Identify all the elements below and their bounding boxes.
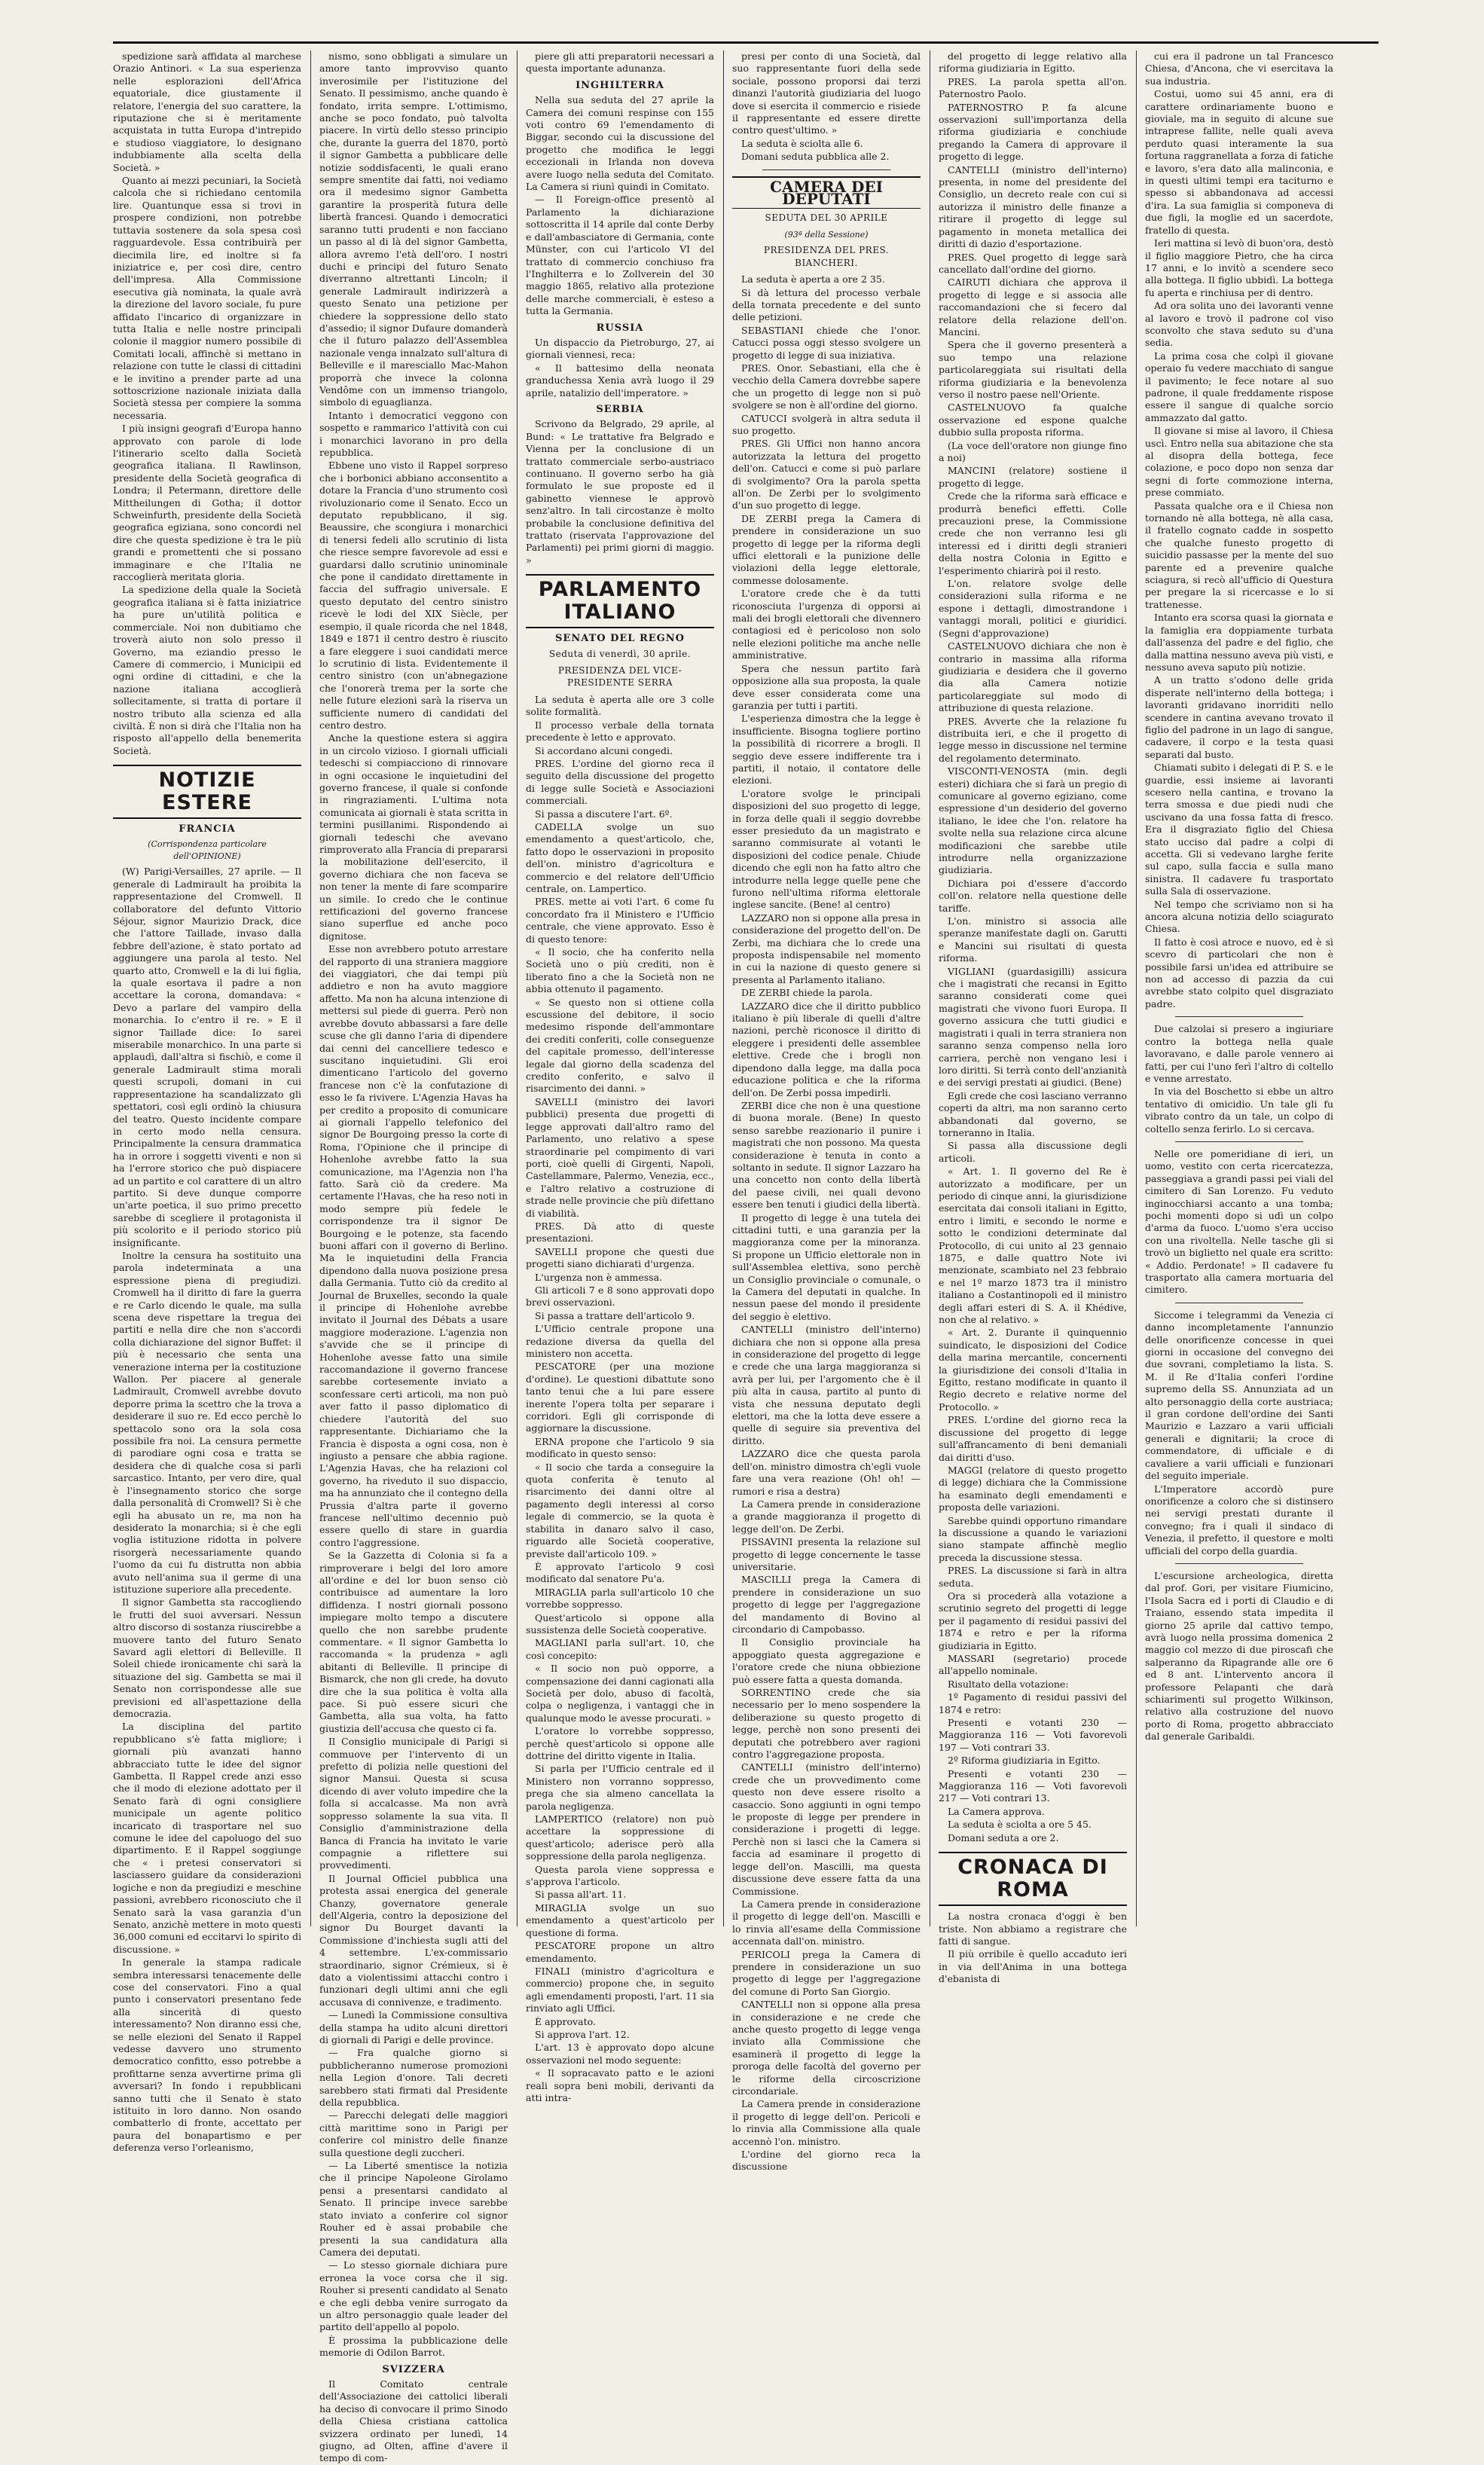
paragraph: In via del Boschetto si ebbe un altro tentativo di omicidio. Un tale gli fu vibrato contro da un tale, un colpo di coltello senza ferirlo. Lo si cercava.	[1145, 1086, 1333, 1135]
paragraph: del progetto di legge relativo alla riforma giudiziaria in Egitto.	[939, 50, 1127, 75]
paragraph: ZERBI dice che non è una questione di buona morale. (Bene) In questo senso sarebbe reazionario il punire i magistrati che non possono. Ma questa considerazione è tenuta in conto a soltanto in sedute. Il signor Lazzaro ha una concetto non conto della libertà del paese civili, nei quali devono essere ben tenuti i giudici della libertà.	[732, 1099, 921, 1211]
paragraph: PRES. Gli Uffici non hanno ancora autorizzata la lettura del progetto dell'on. Catucci e come si può parlare di svolgimento? Ora la parola spetta all'on. De Zerbi per lo svolgimento d'un suo progetto di legge.	[732, 438, 921, 512]
paragraph: LAZZARO non si oppone alla presa in considerazione del progetto dell'on. De Zerbi, ma dichiara che lo crede una proposta indispensabile nel momento in cui la nazione di questo genere si presenta al Parlamento italiano.	[732, 912, 921, 985]
senato-presidenza: PRESIDENZA DEL VICE-PRESIDENTE SERRA	[557, 665, 682, 689]
paragraph: PRES. L'ordine del giorno reca la discussione del progetto di legge sull'affrancamento di beni demaniali dai diritti d'uso.	[939, 1414, 1127, 1463]
paragraph: Dichiara poi d'essere d'accordo coll'on. relatore nella questione delle tariffe.	[939, 877, 1127, 914]
paragraph: LAMPERTICO (relatore) non può accettare la soppressione di quest'articolo; aderisce però alla soppressione della parola negligenza.	[526, 1813, 714, 1862]
column-6	[1145, 50, 1333, 1926]
paragraph: Il giovane si mise al lavoro, il Chiesa uscì. Entro nella sua abitazione che sta al disopra della bottega, fece colazione, e poco dopo non senza dar segni di forte commozione interna, prese commiato.	[1145, 425, 1333, 499]
camera-presidenza: PRESIDENZA DEL PRES. BIANCHERI.	[763, 245, 890, 268]
paragraph: « Il socio non può opporre, a compensazione dei danni cagionati alla Società per dolo, abuso di facoltà, colpa o negligenza, i vantaggi che in qualunque modo le avesse procurati. »	[526, 1663, 714, 1724]
paragraph: CANTELLI (ministro dell'interno) dichiara che non si oppone alla presa in considerazione del progetto di legge e crede che una larga maggioranza si avrà per lui, per l'argomento che è il più alta in causa, partito al punto di vista che nessuna deputato degli elettori, ma che la lotta deve essere a quelle di seguire sia preventiva del diritto.	[732, 1324, 921, 1446]
paragraph: MASSARI (segretario) procede all'appello nominale.	[939, 1653, 1127, 1677]
paragraph: Si passa all'art. 11.	[535, 1889, 627, 1901]
paragraph: Presenti e votanti 230 — Maggioranza 116 — Voti favorevoli 197 — Voti contrari 33.	[939, 1717, 1127, 1753]
paragraph: DE ZERBI chiede la parola.	[741, 987, 873, 999]
paragraph: Sarebbe quindi opportuno rimandare la discussione a quando le variazioni siano stampate affinchè meglio preceda la discussione stessa.	[939, 1514, 1127, 1563]
paragraph: MANCINI (relatore) sostiene il progetto di legge.	[939, 465, 1127, 489]
paragraph: PRES. Onor. Sebastiani, ella che è vecchio della Camera dovrebbe sapere che un progetto di legge non si può svolgere se non è all'ordine del giorno.	[732, 362, 921, 411]
paragraph: Nella sua seduta del 27 aprile la Camera dei comuni respinse con 155 voti contro 69 l'emendamento di Biggar, secondo cui la discussione del progetto che modifica le leggi eccezionali in Irlanda non doveva avere luogo nella seduta del Comitato. La Camera si riunì quindi in Comitato.	[526, 94, 714, 193]
paragraph: cui era il padrone un tal Francesco Chiesa, d'Ancona, che vi esercitava la sua industria.	[1145, 50, 1333, 87]
paragraph: Il più orribile è quello accaduto ieri in via dell'Anima in una bottega d'ebanista di	[939, 1948, 1127, 1985]
column-divider	[723, 50, 724, 1926]
paragraph: Il Comitato centrale dell'Associazione dei cattolici liberali ha deciso di convocare il primo Sinodo della Chiesa cristiana cattolica svizzera ordinato per lunedì, 14 giugno, ad Olten, affine d'avere il tempo di com-	[319, 2378, 508, 2464]
paragraph: Il signor Gambetta sta raccogliendo le frutti del suoi avversari. Nessun altro discorso di sostanza riuscirebbe a muovere tanto del futuro Senato Savard agli elettori di Belleville. Il Soleil chiede ironicamente chi sarà la situazione del sig. Gambetta se mai il Senato non corrispondesse alle sue previsioni ed all'aspettazione della democrazia.	[113, 1596, 301, 1719]
paragraph: MASCILLI prega la Camera di prendere in considerazione un suo progetto di legge per l'aggregazione del mandamento di Bovino al circondario di Campobasso.	[732, 1574, 921, 1635]
paragraph: PESCATORE (per una mozione d'ordine). Le questioni dibattute sono tanto tenui che a lui pare essere inerente l'opera tolta per separare i corridori. Egli gli corrisponde di aggiornare la discussione.	[526, 1361, 714, 1434]
parlamento-heading: PARLAMENTO ITALIANO	[526, 574, 714, 628]
paragraph: La nostra cronaca d'oggi è ben triste. Non abbiamo a registrare che fatti di sangue.	[939, 1911, 1127, 1947]
paragraph: L'on. relatore svolge delle considerazioni sulla riforma e ne espone i dettagli, dimostrandone i vantaggi morali, politici e giuridici. (Segni d'approvazione)	[939, 578, 1127, 639]
paragraph: VISCONTI-VENOSTA (min. degli esteri) dichiara che si farà un pregio di comunicare al governo egiziano, come espressione d'un desiderio del governo italiano, le idee che l'on. relatore ha svolte nella sua relazione circa alcune modificazioni che sarebbe utile introdurre nella organizzazione giudiziaria.	[939, 765, 1127, 876]
newspaper-page	[113, 41, 1379, 2464]
paragraph: Ora si procederà alla votazione a scrutinio segreto del progetti di legge per il pagamento di residui passivi del 1874 e retro e per la riforma giudiziaria in Egitto.	[939, 1590, 1127, 1651]
paragraph: La disciplina del partito repubblicano s'è fatta migliore; i giornali più avanzati hanno abbracciato tutte le idee del signor Gambetta. Il Rappel crede anzi esso che il modo di elezione adottato per il Senato farà di ogni consigliere municipale un agente politico incaricato di trasportare nel suo comune le idee del capoluogo del suo dipartimento. E il Rappel soggiunge che « i pretesi conservatori si lasciassero guidare da considerazioni logiche e non da pregiudizi e meschine passioni, avrebbero riconosciuto che il Senato sarà la vasa garanzia d'un Senato, anzichè mettere in moto questi 36,000 comuni ed eccitarvi lo spirito di discussione. »	[113, 1721, 301, 1955]
paragraph: Nel tempo che scriviamo non si ha ancora alcuna notizia dello sciagurato Chiesa.	[1145, 898, 1333, 935]
column-divider	[1136, 50, 1137, 1926]
paragraph: Il Consiglio municipale di Parigi si commuove per l'intervento di un prefetto di polizia nelle questioni del signor Mansui. Questa si scusa dicendo di aver voluto impedire che la folla si accalcasse. Ma non avrà soppresso solamente la sua vita. Il Consiglio d'amministrazione della Banca di Francia ha invitato le varie compagnie a riflettere sui provvedimenti.	[319, 1736, 508, 1871]
paragraph: 1º Pagamento di residui passivi del 1874 e retro:	[939, 1691, 1127, 1715]
paragraph: Il processo verbale della tornata precedente è letto e approvato.	[526, 719, 714, 744]
paragraph: presi per conto di una Società, dal suo rappresentante fuori della sede sociale, possono proporsi dai terzi dinanzi l'autorità giudiziaria del luogo dove si esercita il commercio e risiede il rappresentante ed essere dirette contro quest'ultimo. »	[732, 50, 921, 136]
paragraph: La Camera prende in considerazione il progetto di legge dell'on. Mascilli e lo rinvia all'esame della Commissione accennata dall'on. ministro.	[732, 1898, 921, 1947]
paragraph: La seduta è sciolta a ore 5 45.	[948, 1819, 1092, 1831]
senato-heading: SENATO DEL REGNO	[555, 633, 685, 645]
paragraph: CAIRUTI dichiara che approva il progetto di legge e si associa alle raccomandazioni che si fecero dal relatore della relazione dell'on. Mancini.	[939, 276, 1127, 338]
paragraph: Ebbene uno visto il Rappel sorpreso che i borbonici abbiano acconsentito a dotare la Francia d'uno strumento così rivoluzionario come il Senato. Ecco un deputato repubblicano, il sig. Beaussire, che scongiura i monarchici di tenersi fedeli allo scrutinio di lista che riesce sempre favorevole ad essi e guardarsi dallo scrutinio uninominale che pone il candidato direttamente in faccia del suffragio universale. E questo deputato del centro sinistro ricevè le lodi del XIX Siècle, per esempio, il quale ricorda che nel 1848, 1849 e 1871 il centro destro è riuscito a fare eleggere i suoi candidati merce lo scrutinio di lista. Evidentemente il centro sinistro (con un'abnegazione che l'onorerà trema per la sorte che nelle future elezioni sarà la riserva un sufficiente numero di candidati del centro destro.	[319, 460, 508, 731]
paragraph: spedizione sarà affidata al marchese Orazio Antinori. « La sua esperienza nelle esplorazioni dell'Africa equatoriale, dice giustamente il relatore, l'energia del suo carattere, la riputazione che si è meritamente acquistata in tutta Europa d'intrepido e studioso viaggiatore, lo designano indubbiamente alla scelta della Società. »	[113, 50, 301, 173]
paragraph: CASTELNUOVO fa qualche osservazione ed espone qualche dubbio sulla proposta riforma.	[939, 402, 1127, 438]
paragraph: Costui, uomo sui 45 anni, era di carattere ordinariamente buono e gioviale, ma in seguito di alcune sue intraprese fallite, nelle quali aveva perduto quasi interamente la sua fortuna raggranellata a forza di fatiche e lavoro, s'era dato alla malinconia, e in questi ultimi tempi era taciturno e spesso si abbandonava ad accessi d'ira. La sua famiglia si componeva di due figli, la moglie ed un sacerdote, fratello di questa.	[1145, 88, 1333, 236]
paragraph: L'esperienza dimostra che la legge è insufficiente. Bisogna togliere portino la possibilità di ricorrere a brogli. Il seggio deve essere indifferente tra i partiti, il notaio, il contatore delle elezioni.	[732, 713, 921, 787]
paragraph: Anche la questione estera si aggira in un circolo vizioso. I giornali ufficiali tedeschi si compiacciono di rinnovare in ogni occasione le inquietudini del governo francese, il quale si confonde in ringraziamenti. L'ultima nota comunicata ai giornali è stata scritta in termini pusillanimi. Rispondendo ai giornali tedeschi che avevano rimproverato alla Francia di prepararsi la mobilitazione dell'esercito, il governo dichiara che non faceva se non tener la mente di fare scomparire un simile. Io credo che le continue rettificazioni del governo francese siano superflue ed anche poco dignitose.	[319, 732, 508, 942]
paragraph: « Il socio, che ha conferito nella Società uno o più crediti, non è liberato fino a che la Società non ne abbia ottenuto il pagamento.	[526, 946, 714, 995]
paragraph: In generale la stampa radicale sembra interessarsi tenacemente delle cose del conservatori. Fino a qual punto i conservatori presentano fede alla sincerità di questo interessamento? Non diranno essi che, se nelle elezioni del Senato il Rappel vedesse davvero uno strumento democratico confitto, esso potrebbe a profittarne senza avvertirne prima gli avversari? In fondo i repubblicani sanno tutti che il Senato è stato istituito in loro danno. Non osando combatterlo di fronte, accettato per paura del bonapartismo e per deferenza verso l'orleanismo,	[113, 1956, 301, 2154]
svizzera-heading: SVIZZERA	[382, 2363, 445, 2375]
paragraph: L'urgenza non è ammessa.	[535, 1271, 663, 1283]
paragraph: È approvato.	[535, 2015, 596, 2027]
paragraph: La Camera approva.	[948, 1805, 1045, 1817]
francia-note: (Corrispondenza particolare dell'OPINIONE)	[148, 838, 267, 861]
section-rule	[1175, 1563, 1303, 1564]
paragraph: È approvato l'articolo 9 così modificato dal senatore Pu'a.	[526, 1560, 714, 1585]
paragraph: PATERNOSTRO P. fa alcune osservazioni sull'importanza della riforma giudiziaria e conchiude pregando la Camera di approvare il progetto di legge.	[939, 101, 1127, 163]
paragraph: La spedizione della quale la Società geografica italiana si è fatta iniziatrice ha pure un'utilità politica e commerciale. Noi non dubitiamo che troverà aiuto non solo presso il Governo, ma eziandio presso le Camere di commercio, i Municipii ed ogni ordine di cittadini, e che la nazione italiana accoglierà sollecitamente, si tratta di portare il nostro tributo alla scienza ed alla civiltà. È non si dirà che l'Italia non ha risposto all'appello della benemerita Società.	[113, 584, 301, 756]
paragraph: 2º Riforma giudiziaria in Egitto.	[948, 1755, 1101, 1767]
paragraph: LAZZARO dice che questa parola dell'on. ministro dimostra ch'egli vuole fare una vera reazione (Oh! oh! — rumori e risa a destra)	[732, 1448, 921, 1497]
paragraph: Si parla per l'Ufficio centrale ed il Ministero non vorranno soppresso, prega che sia almeno cancellata la parola negligenza.	[526, 1763, 714, 1812]
paragraph: — La Liberté smentisce la notizia che il principe Napoleone Girolamo pensi a presentarsi candidato al Senato. Il principe invece sarebbe stato inviato a conferire col signor Rouher ed è assai probabile che presenti la sua candidatura alla Camera dei deputati.	[319, 2160, 508, 2258]
paragraph: La seduta è aperta a ore 2 35.	[741, 273, 885, 286]
serbia-heading: SERBIA	[596, 403, 644, 415]
paragraph: Presenti e votanti 230 — Maggioranza 116 — Voti favorevoli 217 — Voti contrari 13.	[939, 1767, 1127, 1804]
paragraph: MAGLIANI parla sull'art. 10, che così concepito:	[526, 1637, 714, 1661]
paragraph: L'escursione archeologica, diretta dal prof. Gori, per visitare Fiumicino, l'Isola Sacra ed i porti di Claudio e di Traiano, essendo stata impedita il giorno 25 aprile dal cattivo tempo, avrà luogo nella prossima domenica 2 maggio col mezzo di due piroscafi che salperanno da Ripagrande alle ore 6 ed 8 ant. L'intervento ancora il professore Pelapanti che darà schiarimenti sul progetto Wilkinson, relativo alla costruzione del nuovo porto di Roma, progetto abbracciato dal generale Garibaldi.	[1145, 1569, 1333, 1743]
paragraph: Si passa alla discussione degli articoli.	[939, 1140, 1127, 1164]
paragraph: Il Journal Officiel pubblica una protesta assai energica del generale Chanzy, governatore generale dell'Algeria, contro la deposizione del signor Du Bourget davanti la Commissione d'inchiesta sugli atti del 4 settembre. L'ex-commissario straordinario, signor Crémieux, si è dato a violentissimi attacchi contro i funzionari degli ultimi anni che egli accusava di connivenze, e tradimento.	[319, 1872, 508, 2008]
paragraph: MIRAGLIA svolge un suo emendamento a quest'articolo per questione di forma.	[526, 1901, 714, 1938]
paragraph: FINALI (ministro d'agricoltura e commercio) propone che, in seguito agli emendamenti proposti, l'art. 11 sia rinviato agli Uffici.	[526, 1965, 714, 2014]
paragraph: Si accordano alcuni congedi.	[535, 744, 673, 756]
paragraph: PRES. Dà atto di queste presentazioni.	[526, 1220, 714, 1245]
paragraph: CANTELLI (ministro dell'interno) presenta, in nome del presidente del Consiglio, un decreto reale con cui si autorizza il ministro delle finanze a ritirare il progetto di legge sul pagamento in moneta metallica dei diritti di dazio d'esportazione.	[939, 163, 1127, 250]
paragraph: PRES. L'ordine del giorno reca il seguito della discussione del progetto di legge sulle Società e Associazioni commerciali.	[526, 757, 714, 807]
paragraph: Si passa a discutere l'art. 6º.	[535, 808, 673, 820]
camera-heading: CAMERA DEI DEPUTATI	[732, 176, 921, 209]
paragraph: L'Imperatore accordò pure onorificenze a coloro che si distinsero nei servigi prestati durante il convegno; fra i quali il sindaco di Venezia, il prefetto, il questore e molti ufficiali del corpo della guardia.	[1145, 1483, 1333, 1556]
paragraph: SORRENTINO crede che sia necessario per lo meno sospendere la deliberazione su questo progetto di legge, perchè non sono presenti dei deputati che potrebbero aver ragioni contro l'aggregazione proposta.	[732, 1687, 921, 1761]
paragraph: L'ordine del giorno reca la discussione	[732, 2149, 921, 2173]
paragraph: Gli articoli 7 e 8 sono approvati dopo brevi osservazioni.	[526, 1284, 714, 1309]
paragraph: L'oratore svolge le principali disposizioni del suo progetto di legge, in forza delle quali il seggio dovrebbe esser presieduto da un magistrato e saranno commisurate al votanti le disposizioni del codice penale. Chiude dicendo che egli non ha fatto altro che introdurre nella legge quelle pene che furono nell'ultima riforma elettorale inglese sancite. (Bene! al centro)	[732, 787, 921, 911]
paragraph: CADELLA svolge un suo emendamento a quest'articolo, che, fatto dopo le osservazioni in proposito dell'on. ministro d'agricoltura e commercio e del relatore dell'Ufficio centrale, on. Lampertico.	[526, 820, 714, 894]
paragraph: Quanto ai mezzi pecuniari, la Società calcola che si richiedano centomila lire. Quantunque essa si trovi in prospere condizioni, non potrebbe tuttavia sostenere da sola spesa così ragguardevole. Essa contribuirà per diecimila lire, ed inoltre si fa iniziatrice e, per così dire, centro dell'impresa. Alla Commissione esecutiva già nominata, la quale avrà la direzione del lavoro sociale, fu pure affidato l'incarico di organizzare in tutta Italia e nelle nostre principali colonie il maggior numero possibile di Comitati locali, affinchè si mettano in relazione con tutte le classi di cittadini e le invitino a prender parte ad una sottoscrizione nazionale iniziata dalla Società stessa per compiere la somma necessaria.	[113, 175, 301, 421]
paragraph: La prima cosa che colpì il giovane operaio fu vedere macchiato di sangue il pavimento; le fece notare al suo padrone, il quale freddamente rispose essere il sangue di qualche sorcio ammazzato dal gatto.	[1145, 350, 1333, 423]
inghilterra-heading: INGHILTERRA	[576, 79, 664, 91]
cronaca-heading: CRONACA DI ROMA	[939, 1852, 1127, 1906]
paragraph: MAGGI (relatore di questo progetto di legge) dichiara che la Commissione ha esaminato degli emendamenti e proposta delle variazioni.	[939, 1464, 1127, 1514]
top-rule	[113, 41, 1379, 44]
paragraph: SEBASTIANI chiede che l'onor. Catucci possa oggi stesso svolgere un progetto di legge di sua iniziativa.	[732, 324, 921, 361]
paragraph: Ieri mattina si levò di buon'ora, destò il figlio maggiore Pietro, che ha circa 17 anni, e lo invitò a scendere seco alla bottega. Il figlio ubbidì. La bottega fu aperta e rinchiusa per di dentro.	[1145, 237, 1333, 298]
paragraph: PRES. La parola spetta all'on. Paternostro Paolo.	[939, 75, 1127, 100]
column-4	[732, 50, 921, 2173]
paragraph: Quest'articolo si oppone alla sussistenza delle Società cooperative.	[526, 1611, 714, 1636]
paragraph: Il Consiglio provinciale ha appoggiato questa aggregazione e l'oratore crede che niuna obbiezione può essere fatta a questa domanda.	[732, 1636, 921, 1685]
paragraph: — Lunedì la Commissione consultiva della stampa ha udito alcuni direttori di giornali di Parigi e delle province.	[319, 2009, 508, 2045]
paragraph: L'Ufficio centrale propone una redazione diversa da quella del ministero non accetta.	[526, 1323, 714, 1359]
paragraph: « Il battesimo della neonata granduchessa Xenia avrà luogo il 29 aprile, natalizio dell'imperatore. »	[526, 362, 714, 399]
paragraph: Siccome i telegrammi da Venezia ci danno incompletamente l'annunzio delle onorificenze concesse in quei giorni in occasione del convegno dei due sovrani, completiamo la lista. S. M. il Re d'Italia conferì l'ordine supremo della SS. Annunziata ad un alto personaggio della corte austriaca; il gran cordone dell'ordine dei Santi Maurizio e Lazzaro a varii ufficiali generali e dignitarii; la croce di commendatore, di ufficiale e di cavaliere a varii ufficiali e funzionari del seguito imperiale.	[1145, 1309, 1333, 1482]
paragraph: Si dà lettura del processo verbale della tornata precedente e del sunto delle petizioni.	[732, 286, 921, 323]
paragraph: PERICOLI prega la Camera di prendere in considerazione un suo progetto di legge per l'aggregazione del comune di Porto San Giorgio.	[732, 1948, 921, 1997]
column-2	[319, 50, 508, 2464]
paragraph: CASTELNUOVO dichiara che non è contrario in massima alla riforma giudiziaria e desidera che il governo dia alla Camera notizie particolareggiate sul modo di attribuzione di questa relazione.	[939, 640, 1127, 714]
paragraph: Il progetto di legge è una tutela dei cittadini tutti, e una garanzia per la maggioranza come per la minoranza. Si propone un Ufficio elettorale non in sull'Assemblea elettiva, sono perchè un Consiglio provinciale o comunale, o la Camera del deputati in qualche. In nessun paese del mondo il presidente del seggio è elettivo.	[732, 1211, 921, 1322]
paragraph: L'on. ministro si associa alle speranze manifestate dagli on. Garutti e Mancini sui risultati di questa riforma.	[939, 915, 1127, 964]
paragraph: PRES. Avverte che la relazione fu distribuita ieri, e che il progetto di legge messo in discussione nel termine del regolamento determinato.	[939, 715, 1127, 764]
column-divider	[517, 50, 518, 1926]
paragraph: Ad ora solita uno dei lavoranti venne al lavoro e trovò il padrone col viso sconvolto che stava seduto su d'una sedia.	[1145, 300, 1333, 349]
paragraph: Spera che il governo presenterà a suo tempo una relazione particolareggiata sui risultati della riforma giudiziaria e la benevolenza verso il nostro paese nell'Oriente.	[939, 339, 1127, 400]
paragraph: Spera che nessun partito farà opposizione alla sua proposta, la quale deve esser considerata come una garanzia per tutti i partiti.	[732, 662, 921, 711]
francia-heading: FRANCIA	[179, 823, 236, 835]
paragraph: ERNA propone che l'articolo 9 sia modificato in questo senso:	[526, 1435, 714, 1460]
paragraph: Passata qualche ora e il Chiesa non tornando nè alla bottega, nè alla casa, il fratello cognato cadde in sospetto che qualche funesto progetto di suicidio passasse per la mente del suo parente ed a prevenire qualche sciagura, si recò all'ufficio di Questura per pregare la si ricercasse e lo si trattenesse.	[1145, 499, 1333, 610]
paragraph: Risultato della votazione:	[948, 1678, 1069, 1690]
paragraph: CATUCCI svolgerà in altra seduta il suo progetto.	[732, 412, 921, 436]
paragraph: « Art. 1. Il governo del Re è autorizzato a modificare, per un periodo di cinque anni, la giurisdizione esercitata dai consoli italiani in Egitto, entro i limiti, e secondo le norme e sotto le condizioni determinate dal Protocollo, di cui unito al 23 gennaio 1875, e dalle quattro Note ivi menzionate, scambiato nel 23 febbraio e nel 1º marzo 1873 tra il ministro italiano a Costantinopoli ed il ministro degli affari esteri di S. A. il Khédive, non che al relativo. »	[939, 1165, 1127, 1326]
paragraph: Chiamati subito i delegati di P. S. e le guardie, essi insieme ai lavoranti scesero nella cantina, e trovano la terra smossa e due piedi nudi che uscivano da una fossa fatta di fresco. Era il disgraziato figlio del Chiesa stato ucciso dal padre a colpi di accetta. Gli si vedevano larghe ferite sul capo, sulla faccia e sulla mano sinistra. Il cadavere fu trasportato sulla Sala di osservazione.	[1145, 762, 1333, 897]
paragraph: LAZZARO dice che il diritto pubblico italiano è più liberale di quelli d'altre nazioni, perchè riconosce il diritto di eleggere i presidenti delle assemblee elettive. Crede che i brogli non dipendono dalla legge, ma dalla poca educazione politica e che la riforma dell'on. De Zerbi possa impedirli.	[732, 1000, 921, 1098]
paragraph: « Il socio che tarda a conseguire la quota conferita è tenuto al risarcimento dei danni oltre al pagamento degli interessi al corso legale di commercio, se la quota è stabilita in danaro salvo il caso, riguardo alle Società cooperative, previste dall'articolo 109. »	[526, 1461, 714, 1559]
paragraph: « Se questo non si ottiene colla escussione del debitore, il socio medesimo risponde dell'ammontare dei crediti conferiti, colle conseguenze del capitale promesso, dell'interesse legale dal giorno della scadenza del credito conferito, e salvo il risarcimento dei danni. »	[526, 996, 714, 1095]
paragraph: — Parecchi delegati delle maggiori città marittime sono in Parigi per conferire col ministro delle finanze sulla questione degli zuccheri.	[319, 2109, 508, 2158]
notizie-estere-heading: NOTIZIE ESTERE	[113, 765, 301, 819]
paragraph: La seduta è sciolta alle 6.	[741, 137, 863, 149]
paragraph: Domani seduta a ore 2.	[948, 1831, 1059, 1843]
paragraph: Si passa a trattare dell'articolo 9.	[535, 1309, 695, 1321]
paragraph: PISSAVINI presenta la relazione sul progetto di legge concernente le tasse universitarie.	[732, 1536, 921, 1572]
paragraph: (La voce dell'oratore non giunge fino a noi)	[939, 439, 1127, 463]
paragraph: piere gli atti preparatorii necessari a questa importante adunanza.	[526, 50, 714, 75]
paragraph: Se la Gazzetta di Colonia si fa a rimproverare i belgi del loro amore all'ordine e del lor buon senso ciò contribuisce ad aumentare la loro diffidenza. I nostri giornali possono impiegare molto tempo a discutere quello che non sarebbe prudente commentare. « Il signor Gambetta lo raccomanda « la prudenza » agli abitanti di Belleville. Il principe di Bismarck, che non gli crede, ha dovuto dire che la sua politica è volta alla pace. Si può essere sicuri che Gambetta, alla sua volta, ha fatto giustizia dell'accusa che questo ci fa.	[319, 1550, 508, 1734]
column-divider	[310, 50, 311, 1926]
paragraph: — Lo stesso giornale dichiara pure erronea la voce corsa che il sig. Rouher si presenti candidato al Senato e che egli debba venire surrogato da un altro personaggio quale leader del partito dell'appello al popolo.	[319, 2259, 508, 2333]
paragraph: A un tratto s'odono delle grida disperate nell'interno della bottega; i lavoranti gridavano inorriditi nello scendere in cantina avevano trovato il figlio del padrone in un lago di sangue, cadavere, il corpo e la testa quasi separati dal busto.	[1145, 674, 1333, 760]
paragraph: Un dispaccio da Pietroburgo, 27, ai giornali viennesi, reca:	[526, 336, 714, 361]
senato-seduta: Seduta di venerdì, 30 aprile.	[548, 648, 692, 659]
paragraph: Intanto era scorsa quasi la giornata e la famiglia era doppiamente turbata dall'assenza del padre e del figlio, che dalla mattina nessuno aveva più visti, e nessuno aveva saputo più notizie.	[1145, 612, 1333, 673]
paragraph: nismo, sono obbligati a simulare un amore tanto improvviso quanto inverosimile per l'istituzione del Senato. Il pessimismo, anche quando è fondato, irrita sempre. L'ottimismo, anche se poco fondato, può talvolta piacere. In virtù dello stesso principio che, durante la guerra del 1870, portò il signor Gambetta a pubblicare delle notizie soddisfacenti, le quali erano sempre smentite dai fatti, noi vediamo ora il medesimo signor Gambetta garantire la prosperità futura delle libertà francesi. Quando i democratici saranno tutti prudenti e non facciano un passo al di là del signor Gambetta, allora avremo l'età dell'oro. I nostri duchi e principi del futuro Senato diverranno altrettanti Lincoln; il generale Ladmirault indirizzerà a questo Senato una petizione per chiedere la soppressione dello stato d'assedio; il signor Dufaure domanderà che il futuro palazzo dell'Assemblea nazionale venga innalzato sull'altura di Belleville e il maresciallo Mac-Mahon proporrà che invece la colonna Vendôme con un immenso triangolo, simbolo di eguaglianza.	[319, 50, 508, 408]
paragraph: « Il sopracavato patto e le azioni reali sopra beni mobili, derivanti da atti intra-	[526, 2067, 714, 2103]
paragraph: Esse non avrebbero potuto arrestare del rapporto di una straniera maggiore dei viaggiatori, che dai tempi più addietro e non ha avuto maggiore affetto. Ma non ha alcuna intenzione di mettersi sul piede di guerra. Però non avrebbe dovuto abbassarsi a fare delle scuse che gli danno l'aria di dipendere dai cenni del cancelliere tedesco e suscitano inquietudini. Gli eroi dimenticano l'articolo del governo francese non c'è la confutazione di esso le fa rivivere. L'Agenzia Havas ha per credito a proposito di comunicare ai giornali l'appello telefonico del signor De Bourgoing presso la corte di Roma, l'Opinione che il principe di Hohenlohe avrebbe fatto la sua comunicazione, ma l'Agenzia non l'ha fatto. Sarà ciò da credere. Ma certamente l'Havas, che ha reso noti in modo sempre più fedele le corrispondenze tra il signor De Bourgoing e le potenze, sta facendo buoni affari con il governo di Berlino. Ma le inquietudini della Francia dipendono dalla nuova posizione presa dalla Germania. Tutto ciò da credito al Journal de Bruxelles, secondo la quale il principe di Hohenlohe avrebbe invitato il Journal des Débats a usare maggiore moderazione. L'agenzia non s'avvide che se il principe di Hohenlohe avesse fatto una simile raccomandazione il governo francese sarebbe cortesemente inviato a sconfessare certi articoli, ma non può aver fatto il passo diplomatico di chiedere l'autorità del suo rappresentante. Dichiariamo che la Francia è disposta a ogni cosa, non è ingiusto a pensare che abbia ragione. L'Agenzia Havas, che ha relazioni col governo, ha riveduto il suo dispaccio, ma ha annunziato che il contegno della Prussia d'altra parte il governo francese nell'ultimo decennio può essere quello di stare in guardia contro l'aggressione.	[319, 943, 508, 1548]
paragraph: L'art. 13 è approvato dopo alcune osservazioni nel modo seguente:	[526, 2042, 714, 2066]
paragraph: Crede che la riforma sarà efficace e produrrà benefici effetti. Colle precauzioni prese, la Commissione crede che non verranno lesi gli interessi ed i diritti degli stranieri della nostra Colonia in Egitto e l'esperimento chiarirà poi il resto.	[939, 490, 1127, 576]
paragraph: Egli crede che così lasciano verranno coperti da altri, ma non saranno certo abbandonati dal governo, se torneranno in Italia.	[939, 1089, 1127, 1138]
paragraph: (W) Parigi-Versailles, 27 aprile. — Il generale di Ladmirault ha proibita la rappresentazione del Cromwell. Il collaboratore del defunto Vittorio Séjour, signor Maurizio Drack, dice che l'attore Taillade, invaso dalla febbre dell'azione, è stato portato ad aggiungere una parola al testo. Nel quarto atto, Cromwell e la di lui figlia, la quale esortava il padre a non accettare la corona, domandava: « Devo a parlare del vampiro della monarchia. Io c'entro il re. » E il signor Taillade dice: Io sarei miserabile monarchico. In una parte si applaudì, dall'altra si fischiò, e come il generale Ladmirault stima morali questi scrupoli, domani in cui rappresentazione ha scandalizzato gli spettatori, così egli ordinò la chiusura del teatro. Questo incidente compare in certo modo nella censura. Principalmente la censura drammatica ha in orrore i soggetti viventi e non si ha l'errore storico che può dispiacere ad un partito e col carattere di un altro partito. Si deve dunque comporre un'arte poetica, il suo primo precetto sarebbe di scegliere il protagonista il più scolorito e il periodo storico più insignificante.	[113, 866, 301, 1248]
paragraph: CANTELLI non si oppone alla presa in considerazione e ne crede che anche questo progetto di legge venga inviato alla Commissione che esaminerà il progetto di legge la proroga delle facoltà del governo per le riforme della circoscrizione circondariale.	[732, 1999, 921, 2097]
column-3	[526, 50, 714, 2103]
paragraph: Nelle ore pomeridiane di ieri, un uomo, vestito con certa ricercatezza, passeggiava a grandi passi pei viali del cimitero di San Lorenzo. Fu veduto inginocchiarsi accanto a una tomba; pochi momenti dopo si udì un colpo d'arma da fuoco. L'uomo s'era ucciso con una rivoltella. Nelle tasche gli si trovò un biglietto nel quale era scritto: « Addio. Perdonate! » Il cadavere fu trasportato alla camera mortuaria del cimitero.	[1145, 1147, 1333, 1296]
paragraph: « Art. 2. Durante il quinquennio suindicato, le disposizioni del Codice della marina mercantile, concernenti la giurisdizione dei consoli d'Italia in Egitto, restano modificate in quanto il Regio decreto e relative norme del Protocollo. »	[939, 1327, 1127, 1413]
camera-seduta: SEDUTA DEL 30 APRILE	[765, 212, 888, 224]
paragraph: La Camera prende in considerazione a grande maggioranza il progetto di legge dell'on. De Zerbi.	[732, 1498, 921, 1535]
paragraph: Scrivono da Belgrado, 29 aprile, al Bund: « Le trattative fra Belgrado e Vienna per la conclusione di un trattato commerciale serbo-austriaco continuano. Il governo serbo ha già formulato le sue proposte ed il gabinetto viennese le approvò senz'altro. In tali circostanze è molto probabile la conclusione definitiva del trattato (riservata l'approvazione del Parlamenti) pei primi giorni di maggio. »	[526, 418, 714, 566]
paragraph: Due calzolai si presero a ingiuriare contro la bottega nella quale lavoravano, e dalle parole vennero ai fatti, per cui l'uno ferì l'altro di coltello e venne arrestato.	[1145, 1023, 1333, 1084]
paragraph: È prossima la pubblicazione delle memorie di Odilon Barrot.	[319, 2334, 508, 2359]
paragraph: — Il Foreign-office presentò al Parlamento la dichiarazione sottoscritta il 14 aprile dal conte Derby e dall'ambasciatore di Germania, conte Münster, con cui l'articolo VI del trattato di commercio conchiuso fra l'Inghilterra e lo Zollverein del 30 maggio 1865, relativo alla protezione delle marche commerciali, è esteso a tutta la Germania.	[526, 194, 714, 317]
paragraph: I più insigni geografi d'Europa hanno approvato con parole di lode l'itinerario scelto dalla Società geografica italiana. Il Rawlinson, presidente della Società geografica di Londra; il Petermann, direttore delle Mittheilungen di Gotha; il dottor Schweinfurth, presidente della Società geografica egiziana, sono concordi nel dire che questa spedizione è tra le più grandi e promettenti che si possano immaginare e che l'Italia ne raccoglierà meritata gloria.	[113, 423, 301, 583]
paragraph: Si approva l'art. 12.	[535, 2028, 630, 2040]
section-rule	[1175, 1141, 1303, 1142]
paragraph: PRES. Quel progetto di legge sarà cancellato dall'ordine del giorno.	[939, 251, 1127, 275]
paragraph: SAVELLI (ministro dei lavori pubblici) presenta due progetti di legge approvati dall'altro ramo del Parlamento, uno relativo a spese straordinarie pel compimento di vari porti, cioè quelli di Girgenti, Napoli, Castellammare, Palermo, Venezia, ecc., e l'altro relativo a costruzione di strade nelle provincie che più difettano di viabilità.	[526, 1095, 714, 1219]
paragraph: L'oratore lo vorrebbe soppresso, perchè quest'articolo si oppone alle dottrine del diritto vigente in Italia.	[526, 1725, 714, 1761]
paragraph: SAVELLI propone che questi due progetti siano dichiarati d'urgenza.	[526, 1245, 714, 1270]
column-1	[113, 50, 301, 2154]
paragraph: Questa parola viene soppressa e s'approva l'articolo.	[526, 1863, 714, 1888]
paragraph: La seduta è aperta alle ore 3 colle solite formalità.	[526, 693, 714, 718]
paragraph: CANTELLI (ministro dell'interno) crede che un provvedimento come questo non deve essere risolto a casaccio. Sono aggiunti in ogni tempo le proposte di legge per prendere in considerazione i progetti di legge. Perchè non si lasci che la Camera si faccia ad esaminare il progetto di legge dell'on. Mascilli, ma questa discussione deve essere fatta da una Commissione.	[732, 1761, 921, 1897]
camera-sessione: (93ª della Sessione)	[784, 229, 869, 240]
paragraph: VIGLIANI (guardasigilli) assicura che i magistrati che recansi in Egitto saranno considerati come quei magistrati che vivono fuori Europa. Il governo assicura che tutti giudici e magistrati i quali in terra straniera non saranno senza compenso nella loro carriera, perchè non vengano lesi i loro diritti. Si terrà conto dell'anzianità e dei servigi prestati ai giudici. (Bene)	[939, 965, 1127, 1089]
paragraph: PRES. mette ai voti l'art. 6 come fu concordato fra il Ministero e l'Ufficio centrale, che viene approvato. Esso è di questo tenore:	[526, 896, 714, 945]
section-rule	[1175, 1016, 1303, 1017]
paragraph: — Fra qualche giorno si pubblicheranno numerose promozioni nella Legion d'onore. Tali decreti sarebbero stati firmati dal Presidente della repubblica.	[319, 2047, 508, 2109]
paragraph: La Camera prende in considerazione il progetto di legge dell'on. Pericoli e lo rinvia alla Commissione alla quale accennò l'on. ministro.	[732, 2098, 921, 2147]
paragraph: L'oratore crede che è da tutti riconosciuta l'urgenza di opporsi ai mali dei brogli elettorali che divennero contagiosi ed è pericoloso non solo nelle elezioni politiche ma anche nelle amministrative.	[732, 588, 921, 661]
paragraph: MIRAGLIA parla sull'articolo 10 che vorrebbe soppresso.	[526, 1586, 714, 1611]
paragraph: PRES. La discussione si farà in altra seduta.	[939, 1565, 1127, 1589]
paragraph: Inoltre la censura ha sostituito una parola indeterminata a una espressione piena di pregiudizi. Cromwell ha il diritto di fare la guerra e re Carlo dicendo le quale, ma sulla scena deve rispettare la tregua dei partiti e nella dire che non s'accordi colla dichiarazione del signor Buffet: il più è necessario che senta una venerazione interna per la costituzione Wallon. Per piacere al generale Ladmirault, Cromwell avrebbe dovuto deporre prima la scettro che la trova a desiderare il suo re. Ed ecco perchè lo spettacolo sono ora la sola cosa possibile fra noi. La censura permette di parodiare ogni cosa e tratta se desidera che di qualche cosa si parli sarcastico. Intanto, per vero dire, qual è l'insegnamento storico che sorge dalla personalità di Cromwell? Si è che egli ha abusato un re, ma non ha desiderato la monarchia; si è che egli voglia istituzione ridotta in polvere risorgerà necessariamente quando l'uomo da cui fu distrutta non abbia avuto nell'anima sua il germe di una istituzione superiore alla precedente.	[113, 1249, 301, 1595]
paragraph: DE ZERBI prega la Camera di prendere in considerazione un suo progetto di legge per la riforma degli uffici elettorali e la punizione delle violazioni della legge elettorale, commesse dolosamente.	[732, 512, 921, 586]
paragraph: Domani seduta pubblica alle 2.	[741, 151, 890, 163]
paragraph: PESCATORE propone un altro emendamento.	[526, 1940, 714, 1964]
paragraph: Intanto i democratici veggono con sospetto e rammarico l'attività con cui i monarchici lavorano in pro della repubblica.	[319, 409, 508, 458]
column-5	[939, 50, 1127, 1985]
paragraph: Il fatto è così atroce e nuovo, ed è sì scevro di particolari che non è possibile farsi un'idea ed attribuire se non ad accesso di pazzia da cui avrebbe stato colpito quel disgraziato padre.	[1145, 936, 1333, 1010]
russia-heading: RUSSIA	[596, 322, 644, 334]
